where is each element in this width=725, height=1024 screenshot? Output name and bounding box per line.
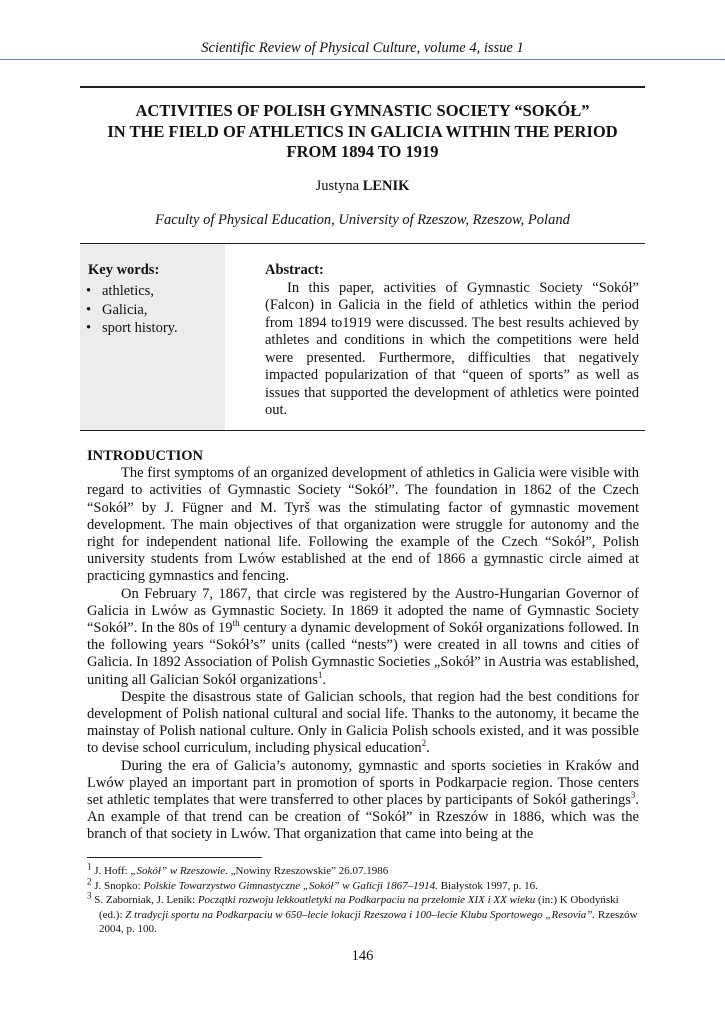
footnote-text: J. Hoff: bbox=[91, 865, 131, 877]
footnote-ref-3[interactable]: 3 bbox=[630, 790, 636, 801]
footnote-text: (in:) K Obodyński (ed.): bbox=[99, 894, 619, 921]
keyword-item: • athletics, bbox=[84, 282, 178, 301]
journal-header: Scientific Review of Physical Culture, volume 4, issue 1 bbox=[201, 40, 524, 56]
footnote-title: Początki rozwoju lekkoatletyki na Podkarpaciu na przełomie XIX i XX wieku bbox=[197, 894, 536, 906]
header-rule bbox=[0, 59, 725, 60]
footnote-ref-2[interactable]: 2 bbox=[421, 738, 427, 749]
title-line-1: ACTIVITIES OF POLISH GYMNASTIC SOCIETY “SOKÓŁ” bbox=[135, 101, 590, 120]
title-line-3: FROM 1894 TO 1919 bbox=[286, 142, 439, 161]
paragraph-4-text-b: . An example of that trend can be creation of “Sokół” in Rzeszów in 1886, which was the branch of that society in Lwów. That organization that came into being at the bbox=[87, 792, 639, 843]
footnote-text: J. Snopko: bbox=[91, 879, 144, 892]
footnote-book-title: Z tradycji sportu na Podkarpaciu w 650–lecie lokacji Rzeszowa i 100–lecie Klubu Sportowego „Resovia”. bbox=[125, 908, 596, 921]
abstract-heading: Abstract: bbox=[265, 262, 324, 278]
author-family-name: LENIK bbox=[362, 178, 410, 194]
footnote-3 bbox=[87, 890, 639, 937]
introduction-heading: INTRODUCTION bbox=[87, 448, 204, 464]
paragraph-4-text-a: During the era of Galicia’s autonomy, gymnastic and sports societies in Kraków and Lwów played an important part in promotion of sports in Podkarpacie region. Those centers set athletic templates that were transferred to other places by participants of Sokół gatherings bbox=[87, 757, 639, 809]
footnotes bbox=[87, 861, 639, 937]
paper-title bbox=[80, 101, 645, 163]
footnote-1 bbox=[87, 861, 639, 879]
footnote-text: Białystok 1997, p. 16. bbox=[437, 879, 538, 892]
footnote-text: S. Zaborniak, J. Lenik: bbox=[91, 894, 198, 906]
abstract bbox=[265, 262, 639, 420]
keyword-item: • Galicia, bbox=[84, 301, 178, 320]
footnote-2 bbox=[87, 875, 639, 894]
footnote-number: 3 bbox=[87, 890, 92, 901]
ordinal-superscript: th bbox=[232, 618, 240, 629]
affiliation: Faculty of Physical Education, University of Rzeszow, Rzeszow, Poland bbox=[155, 212, 570, 228]
main-text bbox=[87, 448, 639, 844]
paragraph-2 bbox=[87, 586, 639, 689]
footnote-title: „Sokół” w Rzeszowie. bbox=[130, 865, 228, 877]
author-given-name: Justyna bbox=[315, 178, 360, 194]
paragraph-1: The first symptoms of an organized development of athletics in Galicia were visible with regard to activities of Gymnastic Society “Sokół”. The foundation in 1862 of the Czech “Sokół” by J. Fügner and M. Tyrš was the stimulating factor of gymnastic movement development. The main objectives of that organization were struggle for autonomy and the right for independent national life. Following the example of the Czech “Sokół”, Polish university students from Lwów established at the end of 1866 a gymnastic circle aimed at practicing gymnastics and fencing. bbox=[87, 465, 639, 585]
paragraph-2-text-b: century a dynamic development of Sokół organizations followed. In the following years “Sokół’s” units (called “nests”) were created in all towns and cities of Galicia. In 1892 Association of Polish Gymnastic Societies „Sokół” in Austria was established, uniting all Galician Sokół organizations bbox=[87, 620, 639, 688]
paragraph-3 bbox=[87, 689, 639, 758]
paragraph-2-text-a: On February 7, 1867, that circle was registered by the Austro-Hungarian Governor of Galicia in Lwów as Gymnastic Society. In 1869 it adopted the name of Gymnastic Society “Sokół”. In the 80s of 19 bbox=[87, 585, 639, 637]
abstract-text: In this paper, activities of Gymnastic Society “Sokół” (Falcon) in Galicia in the field of athletics within the period from 1894 to1919 were discussed. The best results achieved by athletes and conditions in which the competitions were held were presented. Furthermore, difficulties that negatively impacted popularization of that “queen of sports” as well as issues that supported the development of athletics were pointed out. bbox=[265, 279, 639, 418]
footnote-text: Rzeszów 2004, p. 100. bbox=[99, 908, 638, 935]
footnote-rule bbox=[87, 857, 262, 858]
title-line-2: IN THE FIELD OF ATHLETICS IN GALICIA WITHIN THE PERIOD bbox=[107, 121, 618, 141]
keywords-heading: Key words: bbox=[88, 262, 160, 278]
keywords-list bbox=[84, 282, 178, 338]
footnote-text: „Nowiny Rzeszowskie” 26.07.1986 bbox=[227, 865, 389, 877]
footnote-ref-1[interactable]: 1 bbox=[317, 669, 323, 680]
paragraph-2-end: . bbox=[322, 671, 327, 688]
paragraph-3-text: Despite the disastrous state of Galician schools, that region had the best conditions for development of Polish national cultural and social life. Thanks to the autonomy, it became the mainstay of Polish national culture. Only in Galicia Polish schools existed, and it was possible to devise school curriculum, including physical education bbox=[87, 688, 639, 757]
paragraph-4 bbox=[87, 758, 639, 844]
title-rule bbox=[80, 86, 645, 88]
abstract-box bbox=[80, 243, 645, 431]
keywords-panel bbox=[80, 244, 225, 430]
keyword-item: • sport history. bbox=[84, 319, 178, 338]
page-number: 146 bbox=[351, 948, 374, 964]
paragraph-3-end: . bbox=[426, 740, 430, 757]
footnote-title: Polskie Towarzystwo Gimnastyczne „Sokół” w Galicji 1867–1914. bbox=[143, 879, 438, 892]
footnote-number: 1 bbox=[87, 861, 92, 872]
footnote-number: 2 bbox=[87, 875, 92, 886]
author bbox=[80, 178, 645, 195]
